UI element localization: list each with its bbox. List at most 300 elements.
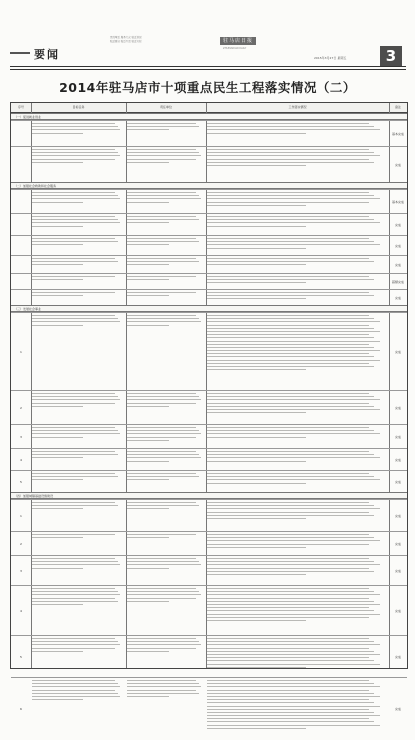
illegible-text-block (127, 216, 204, 235)
table-row (11, 235, 407, 256)
text-line (32, 427, 115, 428)
text-line (207, 547, 306, 548)
text-line (32, 588, 115, 589)
text-line (207, 518, 306, 519)
text-line (32, 396, 118, 397)
text-line (127, 198, 201, 199)
row-number: 5 (11, 480, 31, 484)
text-line (32, 315, 115, 316)
text-line (127, 561, 199, 562)
text-line (207, 226, 306, 227)
illegible-text-block (207, 393, 387, 424)
text-line (127, 244, 169, 245)
text-line (207, 129, 380, 130)
table-row (11, 585, 407, 636)
text-line (32, 502, 115, 503)
text-line (207, 427, 369, 428)
text-line (32, 638, 115, 639)
text-line (207, 399, 380, 400)
status-remark: 完成 (389, 263, 407, 267)
text-line (207, 651, 374, 652)
text-line (207, 406, 374, 407)
illegible-text-block (127, 427, 204, 448)
text-line (32, 129, 120, 130)
text-line (207, 149, 369, 150)
col-header-progress: 工作落实情况 (206, 103, 389, 112)
text-line (207, 594, 380, 595)
text-line (207, 222, 380, 223)
text-line (207, 321, 380, 322)
text-line (207, 318, 374, 319)
text-line (32, 222, 120, 223)
text-line (32, 644, 120, 645)
col-header-unit: 责任单位 (126, 103, 206, 112)
text-line (32, 295, 83, 296)
table-row (11, 531, 407, 556)
text-line (32, 601, 118, 602)
text-line (127, 292, 196, 293)
row-number: 4 (11, 458, 31, 462)
text-line (32, 641, 118, 642)
text-line (127, 126, 199, 127)
text-line (32, 318, 118, 319)
status-remark: 完成 (389, 296, 407, 300)
header-rule (10, 66, 406, 67)
text-line (207, 564, 380, 565)
text-line (207, 192, 369, 193)
illegible-text-block (32, 238, 124, 255)
status-remark: 完成 (389, 458, 407, 462)
text-line (32, 399, 120, 400)
illegible-text-block (127, 292, 204, 305)
illegible-text-block (127, 276, 204, 289)
text-line (207, 664, 380, 665)
text-line (207, 331, 380, 332)
status-remark: 完成 (389, 480, 407, 484)
text-line (207, 718, 369, 719)
text-line (32, 451, 115, 452)
text-line (32, 133, 83, 134)
text-line (207, 461, 306, 462)
text-line (207, 699, 369, 700)
text-line (207, 614, 380, 615)
text-line (32, 693, 118, 694)
text-line (207, 325, 369, 326)
text-line (127, 534, 196, 535)
text-line (207, 515, 374, 516)
text-line (127, 502, 196, 503)
illegible-text-block (207, 502, 387, 531)
page-header (0, 0, 415, 66)
text-line (32, 473, 115, 474)
text-line (32, 680, 115, 681)
row-number: 2 (11, 542, 31, 546)
text-line (207, 561, 374, 562)
text-line (207, 571, 374, 572)
text-line (127, 601, 169, 602)
text-line (127, 638, 196, 639)
illegible-text-block (127, 258, 204, 273)
text-line (127, 686, 201, 687)
table-row (11, 424, 407, 449)
text-line (127, 279, 169, 280)
text-line (32, 162, 83, 163)
text-line (127, 403, 196, 404)
text-line (127, 162, 169, 163)
text-line (207, 558, 369, 559)
text-line (32, 216, 115, 217)
text-line (207, 479, 380, 480)
text-line (207, 437, 306, 438)
text-line (127, 644, 201, 645)
text-line (127, 588, 196, 589)
text-line (207, 344, 369, 345)
table-row (11, 255, 407, 274)
illegible-text-block (207, 451, 387, 470)
text-line (32, 508, 83, 509)
text-line (207, 728, 306, 729)
text-line (32, 476, 118, 477)
row-number: 2 (11, 406, 31, 410)
text-line (207, 412, 306, 413)
text-line (207, 540, 380, 541)
text-line (32, 202, 83, 203)
text-line (207, 198, 380, 199)
col-header-no: 序号 (11, 103, 31, 112)
text-line (127, 457, 201, 458)
text-line (32, 406, 83, 407)
illegible-text-block (32, 258, 124, 273)
section-bar (10, 52, 30, 54)
table-row (11, 470, 407, 493)
text-line (127, 479, 169, 480)
illegible-text-block (32, 192, 124, 213)
text-line (32, 226, 83, 227)
text-line (32, 696, 120, 697)
text-line (207, 715, 380, 716)
status-remark: 完成 (389, 542, 407, 546)
text-line (127, 149, 196, 150)
status-remark: 完成 (389, 350, 407, 354)
article-title: 2014年驻马店市十项重点民生工程落实情况（二） (0, 78, 415, 96)
illegible-text-block (127, 238, 204, 255)
text-line (207, 512, 369, 513)
text-line (32, 564, 120, 565)
illegible-text-block (127, 123, 204, 146)
text-line (207, 591, 374, 592)
table-row (11, 213, 407, 236)
illegible-text-block (32, 315, 124, 390)
text-line (127, 568, 169, 569)
text-line (32, 479, 83, 480)
text-line (207, 641, 374, 642)
text-line (32, 604, 83, 605)
text-line (127, 192, 196, 193)
text-line (127, 155, 201, 156)
illegible-text-block (207, 473, 387, 492)
illegible-text-block (207, 534, 387, 555)
text-line (207, 282, 306, 283)
illegible-text-block (207, 558, 387, 585)
text-line (127, 651, 169, 652)
text-line (207, 328, 374, 329)
text-line (32, 454, 118, 455)
text-line (127, 454, 199, 455)
text-line (127, 238, 196, 239)
header-note: 党的喉舌 服务大众 贴近基层 (110, 36, 142, 40)
text-line (32, 690, 115, 691)
row-number: 4 (11, 609, 31, 613)
text-line (127, 598, 196, 599)
col-header-task: 目标任务 (31, 103, 126, 112)
text-line (32, 219, 118, 220)
text-line (207, 473, 369, 474)
illegible-text-block (207, 149, 387, 182)
text-line (207, 721, 374, 722)
row-number: 1 (11, 514, 31, 518)
text-line (207, 241, 374, 242)
row-number: 5 (11, 655, 31, 659)
text-line (127, 396, 199, 397)
text-line (207, 341, 380, 342)
text-line (127, 406, 169, 407)
text-line (32, 433, 120, 434)
illegible-text-block (127, 588, 204, 635)
text-line (207, 534, 369, 535)
text-line (207, 657, 369, 658)
text-line (207, 702, 374, 703)
text-line (127, 216, 196, 217)
text-line (207, 617, 369, 618)
table-row (11, 146, 407, 183)
illegible-text-block (32, 427, 124, 448)
text-line (127, 537, 169, 538)
text-line (32, 126, 118, 127)
text-line (32, 594, 120, 595)
text-line (127, 152, 199, 153)
text-line (207, 601, 374, 602)
text-line (207, 693, 374, 694)
illegible-text-block (207, 638, 387, 677)
illegible-text-block (207, 238, 387, 255)
text-line (32, 192, 115, 193)
illegible-text-block (32, 680, 124, 739)
text-line (207, 476, 374, 477)
illegible-text-block (207, 276, 387, 289)
text-line (207, 537, 374, 538)
text-line (207, 248, 306, 249)
status-remark: 完成 (389, 655, 407, 659)
text-line (32, 195, 118, 196)
text-line (127, 473, 196, 474)
text-line (32, 264, 83, 265)
status-remark: 完成 (389, 569, 407, 573)
text-line (207, 607, 369, 608)
text-line (207, 502, 369, 503)
issue-date: 2015年3月27日 星期五 (314, 56, 346, 60)
text-line (127, 202, 169, 203)
text-line (207, 126, 374, 127)
illegible-text-block (127, 393, 204, 424)
illegible-text-block (32, 638, 124, 677)
row-number: 6 (11, 707, 31, 711)
text-line (127, 219, 199, 220)
text-line (207, 451, 369, 452)
section-row: （二）加强社会救助和社会服务 (11, 182, 407, 189)
text-line (127, 399, 201, 400)
text-line (32, 155, 120, 156)
text-line (127, 433, 201, 434)
illegible-text-block (32, 393, 124, 424)
status-remark: 超额完成 (389, 280, 407, 284)
text-line (32, 534, 115, 535)
status-remark: 基本完成 (389, 200, 407, 204)
text-line (207, 544, 369, 545)
text-line (207, 276, 369, 277)
table-row (11, 289, 407, 306)
text-line (207, 680, 369, 681)
text-line (207, 598, 369, 599)
text-line (127, 159, 196, 160)
text-line (32, 241, 118, 242)
text-line (127, 696, 169, 697)
illegible-text-block (127, 451, 204, 470)
table-row (11, 390, 407, 425)
text-line (207, 366, 374, 367)
text-line (127, 195, 199, 196)
section-row: （三）发展社会事业 (11, 305, 407, 312)
status-remark: 完成 (389, 609, 407, 613)
text-line (127, 558, 196, 559)
illegible-text-block (127, 192, 204, 213)
text-line (207, 604, 380, 605)
text-line (207, 353, 369, 354)
text-line (32, 699, 83, 700)
text-line (127, 393, 196, 394)
text-line (207, 610, 374, 611)
text-line (207, 457, 380, 458)
status-remark: 完成 (389, 244, 407, 248)
table-row (11, 312, 407, 391)
text-line (207, 350, 380, 351)
text-line (32, 149, 115, 150)
illegible-text-block (32, 123, 124, 146)
text-line (32, 558, 115, 559)
text-line (207, 363, 369, 364)
illegible-text-block (127, 473, 204, 492)
text-line (207, 648, 369, 649)
row-number: 3 (11, 569, 31, 573)
text-line (207, 356, 374, 357)
illegible-text-block (32, 451, 124, 470)
text-line (207, 588, 369, 589)
text-line (32, 258, 115, 259)
text-line (207, 508, 380, 509)
text-line (32, 591, 118, 592)
text-line (127, 261, 199, 262)
status-remark: 完成 (389, 406, 407, 410)
text-line (207, 667, 306, 668)
text-line (32, 437, 83, 438)
text-line (32, 279, 83, 280)
text-line (207, 409, 380, 410)
text-line (127, 295, 169, 296)
table-row (11, 677, 407, 740)
text-line (207, 219, 374, 220)
text-line (127, 508, 169, 509)
text-line (127, 427, 196, 428)
text-line (207, 696, 380, 697)
illegible-text-block (32, 216, 124, 235)
text-line (127, 241, 199, 242)
row-number: 1 (11, 350, 31, 354)
text-line (207, 337, 374, 338)
text-line (127, 693, 199, 694)
text-line (207, 195, 374, 196)
text-line (32, 537, 83, 538)
illegible-text-block (207, 123, 387, 146)
status-remark: 完成 (389, 163, 407, 167)
text-line (207, 369, 306, 370)
text-line (32, 159, 115, 160)
text-line (127, 123, 196, 124)
text-line (207, 258, 369, 259)
text-line (207, 644, 380, 645)
status-remark: 完成 (389, 223, 407, 227)
illegible-text-block (32, 502, 124, 531)
illegible-text-block (127, 638, 204, 677)
illegible-text-block (32, 276, 124, 289)
text-line (127, 690, 196, 691)
text-line (32, 393, 115, 394)
illegible-text-block (32, 473, 124, 492)
text-line (32, 244, 83, 245)
text-line (207, 433, 380, 434)
text-line (127, 591, 199, 592)
text-line (127, 680, 196, 681)
illegible-text-block (207, 680, 387, 739)
text-line (207, 315, 369, 316)
text-line (127, 276, 196, 277)
text-line (127, 129, 169, 130)
status-remark: 完成 (389, 707, 407, 711)
text-line (32, 598, 115, 599)
text-line (127, 437, 196, 438)
text-line (207, 165, 306, 166)
text-line (127, 683, 199, 684)
text-line (207, 123, 369, 124)
illegible-text-block (207, 192, 387, 213)
illegible-text-block (207, 427, 387, 448)
text-line (32, 276, 115, 277)
status-remark: 完成 (389, 435, 407, 439)
text-line (127, 648, 196, 649)
text-line (207, 133, 306, 134)
table-row (11, 635, 407, 678)
text-line (127, 315, 196, 316)
text-line (207, 638, 369, 639)
text-line (207, 686, 380, 687)
text-line (127, 505, 199, 506)
illegible-text-block (127, 680, 204, 739)
newspaper-logo: 驻马店日报 (220, 37, 256, 45)
text-line (207, 430, 374, 431)
text-line (207, 347, 374, 348)
text-line (207, 483, 306, 484)
projects-table (10, 102, 408, 669)
text-line (207, 202, 369, 203)
illegible-text-block (32, 588, 124, 635)
